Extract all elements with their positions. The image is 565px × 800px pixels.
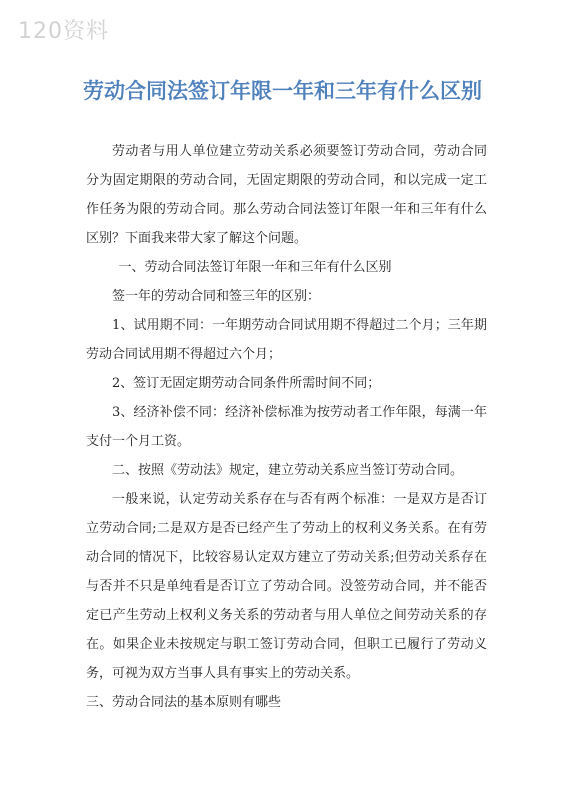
list-item-1: 1、试用期不同：一年期劳动合同试用期不得超过二个月；三年期劳动合同试用期不得超过六个月；: [86, 318, 487, 362]
section-heading-1: 一、劳动合同法签订年限一年和三年有什么区别: [118, 260, 392, 275]
paragraph-labor-relation: 一般来说，认定劳动关系存在与否有两个标准：一是双方是否订立劳动合同;二是双方是否已经产生了劳动上的权利义务关系。在有劳动合同的情况下，比较容易认定双方建立了劳动关系;但劳动关系存在与否并不只是单纯看是否订立了劳动合同。没签劳动合同，并不能否定已产生劳动上权利义务关系的劳动者与用人单位之间劳动关系的存在。如果企业未按规定与职工签订劳动合同，但职工已履行了劳动义务，可视为双方当事人具有事实上的劳动关系。: [86, 492, 487, 681]
list-item-2: 2、签订无固定期劳动合同条件所需时间不同；: [112, 376, 381, 391]
document-title: 劳动合同法签订年限一年和三年有什么区别: [83, 78, 482, 103]
watermark-logo: 120资料: [18, 19, 109, 44]
section-heading-2: 二、按照《劳动法》规定，建立劳动关系应当签订劳动合同。: [112, 463, 464, 478]
document-body: [86, 137, 487, 717]
section-heading-3: 三、劳动合同法的基本原则有哪些: [86, 695, 282, 710]
paragraph-comparison-intro: 签一年的劳动合同和签三年的区别：: [112, 289, 321, 304]
intro-paragraph: 劳动者与用人单位建立劳动关系必须要签订劳动合同，劳动合同分为固定期限的劳动合同，无固定期限的劳动合同，和以完成一定工作任务为限的劳动合同。那么劳动合同法签订年限一年和三年有什么区别？下面我来带大家了解这个问题。: [86, 144, 487, 246]
list-item-3: 3、经济补偿不同：经济补偿标准为按劳动者工作年限，每满一年支付一个月工资。: [86, 405, 487, 449]
